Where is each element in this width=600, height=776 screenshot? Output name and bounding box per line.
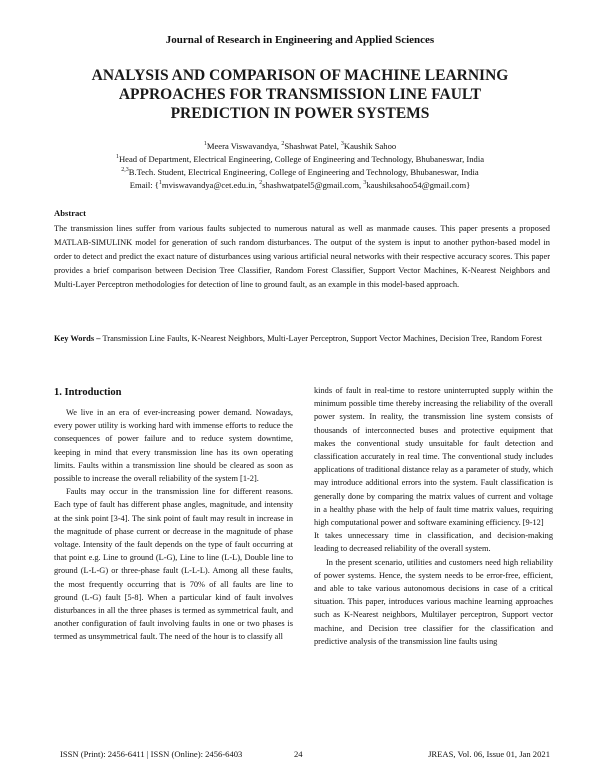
title-line: PREDICTION IN POWER SYSTEMS [170, 105, 430, 122]
abstract-heading: Abstract [54, 208, 86, 218]
footer-volume: JREAS, Vol. 06, Issue 01, Jan 2021 [428, 749, 550, 759]
email-3: kaushiksahoo54@gmail.com [366, 180, 467, 190]
email-line: Email: {$^1$mviswavandya@cet.edu.in, $^2$shashwatpatel5@gmail.com, $^3$kaushiksahoo54@gmail.com} [129, 180, 471, 190]
title-line: ANALYSIS AND COMPARISON OF MACHINE LEARNING [91, 67, 509, 84]
author-2: Shashwat Patel, [284, 141, 341, 151]
paragraph: Faults may occur in the transmission line for different reasons. Each type of fault has different phase angles, magnitude, and intensity at the sink point [3-4]. The sink point of fault may result in increase in the magnitude of phase current or decrease in the magnitude of phase voltage. Intensity of the fault depends on the type of fault occurring at that point e.g. Line to ground (L-G), Line to line (L-L), Double line to ground (L-L-G) or three-phase fault (L-L-L). Among all these faults, the most frequently occurring that is 70% of all faults are line to ground (L-G) fault [5-8]. When a particular kind of fault involves disturbances in all the three phases is termed as symmetrical fault, and another configuration of fault involving faults in one or two phases is termed as unsymmetrical fault. The need of the hour is to classify all [54, 487, 293, 642]
email-1: mviswavandya@cet.edu.in, [161, 180, 260, 190]
email-2: shashwatpatel5@gmail.com, [262, 180, 364, 190]
title-line: APPROACHES FOR TRANSMISSION LINE FAULT [118, 86, 482, 103]
keywords [54, 332, 550, 346]
affiliation-1: $^1$Head of Department, Electrical Engineering, College of Engineering and Technology, Bhubaneswar, India [115, 154, 485, 164]
author-list: $^1$Meera Viswavandya, $^2$Shashwat Patel, $^3$Kaushik Sahoo [203, 141, 397, 151]
paragraph: We live in an era of ever-increasing power demand. Nowadays, every power utility is working hard with immense efforts to reduce the consequences of power failure and to reduce system downtime, keeping in mind that every transmission line has its own operating limits. Faults within a transmission line should be cleared as soon as possible to increase the overall reliability of the system [1-2]. [54, 408, 293, 484]
journal-name: Journal of Research in Engineering and Applied Sciences [165, 34, 435, 46]
keywords-label: Key Words – [54, 334, 103, 343]
left-column [54, 406, 293, 644]
keywords-list: Transmission Line Faults, K-Nearest Neighbors, Multi-Layer Perceptron, Support Vector Machines, Decision Tree, Random Forest [102, 334, 543, 343]
paragraph: It takes unnecessary time in classification, and decision-making leading to decreased reliability of the overall system. [314, 531, 553, 554]
author-block [0, 140, 600, 192]
section-heading: 1. Introduction [54, 387, 122, 398]
author-3: Kaushik Sahoo [343, 141, 397, 151]
right-column [314, 384, 553, 648]
author-1: Meera Viswavandya, [206, 141, 282, 151]
footer-issn: ISSN (Print): 2456-6411 | ISSN (Online): 2456-6403 [60, 749, 243, 759]
page-number: 24 [294, 749, 303, 759]
paragraph: In the present scenario, utilities and customers need high reliability of power systems. Hence, the system needs to be error-free, efficient, and able to take various autonomous decisions in case of a critical situation. This paper, introduces various machine learning approaches such as K-Nearest neighbors, Multilayer perceptron, Support vector machine, and Decision tree classifier for the classification and predictive analysis of the transmission line faults using [314, 557, 553, 646]
affiliation-2-3: $^{2,3}$B.Tech. Student, Electrical Engineering, College of Engineering and Technology, Bhubaneswar, India [121, 167, 479, 177]
paper-title [40, 66, 560, 123]
abstract-text: The transmission lines suffer from various faults subjected to numerous natural as well as manmade causes. This paper presents a proposed MATLAB-SIMULINK model for generation of such random disturbances. The output of the system is input to another python-based model in order to detect and predict the exact nature of disturbances using various artificial neural networks with their respective accuracy scores. This paper provides a brief comparison between Decision Tree Classifier, Random Forest Classifier, Support Vector Machines, K-Nearest Neighbors and Multi-Layer Perceptron methodologies for detection of line to ground fault, as an example in this model-based approach. [54, 224, 550, 289]
paragraph: kinds of fault in real-time to restore uninterrupted supply within the minimum possible time thereby increasing the reliability of the overall power system. In reality, the transmission line system consists of thousands of interconnected buses and protective equipment that makes the conventional study unsuitable for fault detection and classification accurately in real time. The conventional study includes applications of traditional distance relay as a parameter of study, which may introduce additional errors into the system. Fault classification is generally done by comparing the matrix values of current and voltage in a healthy phase with the help of fault time matrix values, requiring high computational power and software examining efficiency. [9-12] [314, 386, 553, 528]
